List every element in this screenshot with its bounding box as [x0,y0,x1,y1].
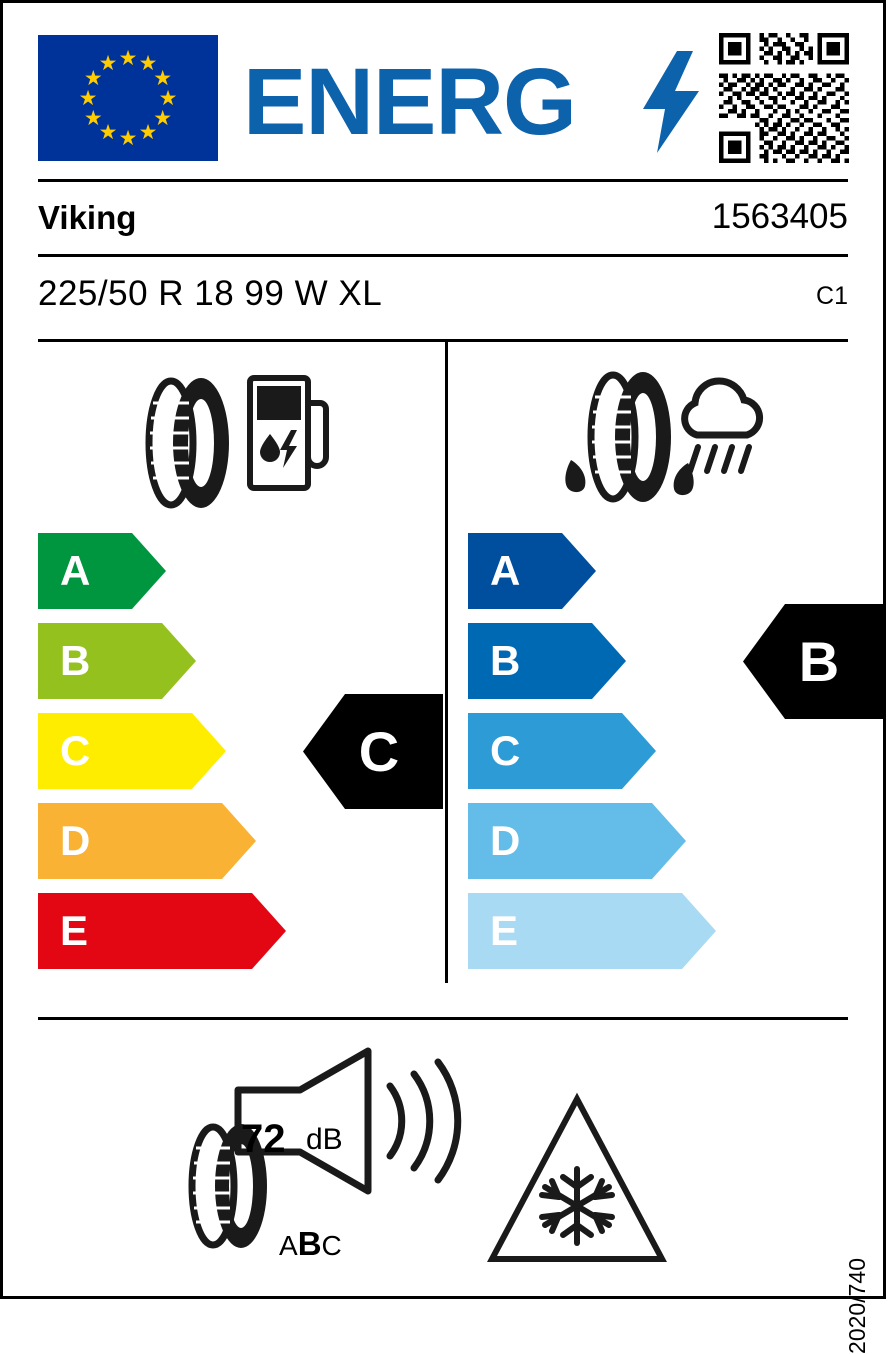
brand-name: Viking [38,199,137,236]
eu-star: ★ [78,86,98,110]
noise-db-value: 72 [241,1117,286,1161]
noise-db-unit: dB [306,1123,343,1156]
grade-row [38,893,286,969]
grade-letter: C [60,727,91,774]
grade-row [38,713,286,789]
grade-letter: D [60,817,91,864]
grade-letter: E [490,907,519,954]
grade-letter: D [490,817,521,864]
divider-header [38,179,848,182]
grade-row [468,803,716,879]
noise-class-b: B [297,1225,322,1262]
regulation-reference: 2020/740 [844,1258,870,1354]
article-code: 1563405 [711,197,848,236]
grade-row [38,803,286,879]
wet-grip-result [743,604,883,719]
eu-star: ★ [83,66,103,90]
grade-row [468,623,716,699]
noise-class-c: C [321,1230,342,1261]
eu-star: ★ [153,66,173,90]
eu-star: ★ [153,106,173,130]
qr-code-icon [719,33,849,163]
grade-row [38,623,286,699]
eu-star: ★ [83,106,103,130]
divider-vertical [445,339,448,983]
label-header [3,3,883,179]
eu-star: ★ [118,126,138,150]
fuel-efficiency-grade-scale [38,533,286,983]
grade-bar-a [38,533,166,609]
wet-grip-grade-scale [468,533,716,983]
lightning-bolt-icon [643,51,699,153]
grade-row [38,533,286,609]
tyre-class-code: C1 [816,282,848,310]
noise-class-scale [279,1225,342,1263]
grade-letter: C [490,727,521,774]
grade-bar-a [468,533,596,609]
grade-letter: E [60,907,89,954]
divider-noise [38,1017,848,1020]
grade-letter: A [490,547,521,594]
noise-class-a: A [279,1230,298,1261]
grade-row [468,893,716,969]
tyre-dimension: 225/50 R 18 99 W XL [38,274,383,313]
grade-row [468,533,716,609]
result-letter: B [798,629,840,693]
eu-star: ★ [98,51,118,75]
divider-dimension [38,339,848,342]
grade-letter: B [60,637,91,684]
eu-star: ★ [118,46,138,70]
grade-row [468,713,716,789]
grade-letter: B [490,637,521,684]
eu-flag-icon [38,35,218,161]
three-peak-mountain-snowflake-icon [490,1091,665,1266]
tire-rain-cloud-icon [543,355,783,520]
fuel-efficiency-result [303,694,443,809]
grade-letter: A [60,547,91,594]
tire-fuel-pump-icon [123,358,333,518]
eu-star: ★ [158,86,178,110]
divider-brand [38,254,848,257]
result-letter: C [358,719,400,783]
eu-star: ★ [138,121,158,145]
eu-star: ★ [98,121,118,145]
energy-wordmark: ENERG [243,49,576,155]
eu-star: ★ [138,51,158,75]
